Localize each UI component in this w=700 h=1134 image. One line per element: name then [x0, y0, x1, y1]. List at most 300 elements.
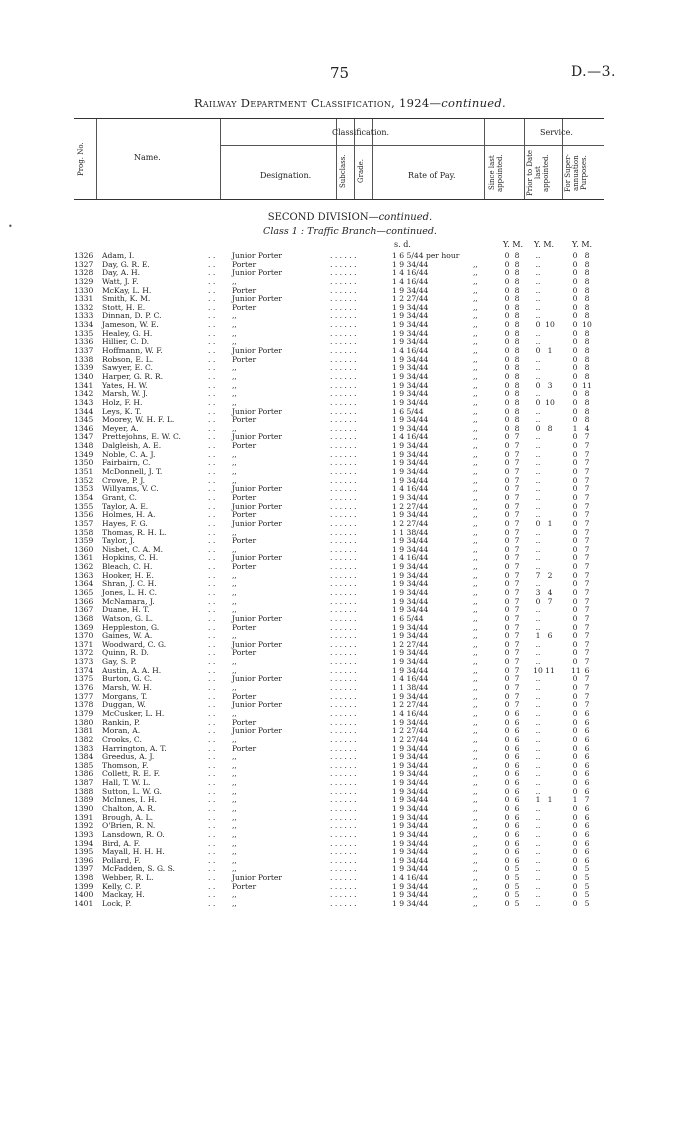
- since-last-months-cell: 8: [514, 354, 520, 364]
- leader-dots: . . . . . .: [330, 804, 357, 813]
- super-years-cell: 0: [572, 354, 578, 364]
- name-cell: Fairbairn, C.: [102, 458, 151, 468]
- since-last-years-cell: 0: [504, 769, 510, 779]
- per-hour-ditto-cell: ,,: [473, 587, 478, 597]
- super-years-cell: 0: [572, 726, 578, 736]
- header-divider: [96, 119, 97, 199]
- super-months-cell: 6: [584, 769, 590, 779]
- designation-cell: ,,: [232, 570, 237, 580]
- leader-dots: . . . . . .: [330, 778, 357, 788]
- since-last-months-cell: 6: [514, 778, 520, 788]
- per-hour-ditto-cell: ,,: [473, 708, 478, 718]
- since-last-months-cell: 7: [514, 562, 520, 572]
- prog-no-cell: 1360: [74, 544, 94, 554]
- leader-dots: . .: [208, 829, 216, 839]
- super-months-cell: 7: [584, 795, 590, 805]
- since-last-months-cell: 7: [514, 631, 520, 641]
- since-last-months-cell: 6: [514, 829, 520, 839]
- per-hour-ditto-cell: ,,: [473, 337, 478, 347]
- super-years-cell: 0: [572, 579, 578, 589]
- designation-cell: Junior Porter: [232, 553, 283, 563]
- prior-months-cell: 1: [547, 795, 553, 805]
- designation-cell: ,,: [232, 449, 237, 459]
- since-last-years-cell: 0: [504, 838, 510, 848]
- per-hour-ditto-cell: ,,: [473, 691, 478, 701]
- rate-of-pay-cell: 1 2 27/44: [392, 501, 429, 511]
- since-last-months-cell: 6: [514, 752, 520, 762]
- rate-of-pay-cell: 1 9 34/44: [392, 475, 429, 485]
- prior-years-cell: ..: [535, 458, 541, 468]
- per-hour-ditto-cell: ,,: [473, 311, 478, 321]
- leader-dots: . . . . . .: [330, 821, 357, 831]
- designation-cell: ,,: [232, 804, 237, 813]
- rate-of-pay-cell: 1 9 34/44: [392, 855, 429, 865]
- name-cell: Hall, T. W. L.: [102, 778, 151, 788]
- super-years-cell: 0: [572, 717, 578, 727]
- since-last-months-cell: 7: [514, 553, 520, 563]
- leader-dots: . . . . . .: [330, 570, 357, 580]
- prior-years-cell: ..: [535, 536, 541, 546]
- designation-cell: Porter: [232, 691, 257, 701]
- name-cell: Hillier, C. D.: [102, 337, 150, 347]
- leader-dots: . .: [208, 415, 216, 425]
- super-years-cell: 0: [572, 510, 578, 520]
- per-hour-ditto-cell: ,,: [473, 268, 478, 278]
- since-last-years-cell: 0: [504, 691, 510, 701]
- prior-years-cell: ..: [535, 268, 541, 278]
- rate-of-pay-cell: 1 9 34/44: [392, 423, 429, 433]
- per-hour-ditto-cell: ,,: [473, 484, 478, 494]
- rate-of-pay-cell: 1 4 16/44: [392, 708, 429, 718]
- prior-years-cell: ..: [535, 622, 541, 632]
- prior-years-cell: ..: [535, 726, 541, 736]
- super-months-cell: 8: [584, 389, 590, 399]
- leader-dots: . .: [208, 380, 216, 390]
- super-months-cell: 7: [584, 449, 590, 459]
- name-cell: Sutton, L. W. G.: [102, 786, 162, 796]
- per-hour-ditto-cell: ,,: [473, 389, 478, 399]
- per-hour-ditto-cell: ,,: [473, 492, 478, 502]
- per-hour-ditto-cell: ,,: [473, 734, 478, 744]
- since-last-months-cell: 5: [514, 890, 520, 900]
- leader-dots: . .: [208, 726, 216, 736]
- prior-years-cell: ..: [535, 441, 541, 451]
- leader-dots: . .: [208, 432, 216, 442]
- since-last-months-cell: 6: [514, 812, 520, 822]
- super-years-cell: 0: [572, 562, 578, 572]
- designation-cell: ,,: [232, 389, 237, 399]
- leader-dots: . .: [208, 579, 216, 589]
- super-years-cell: 0: [572, 829, 578, 839]
- super-months-cell: 7: [584, 458, 590, 468]
- prog-no-cell: 1372: [74, 648, 94, 658]
- rate-of-pay-cell: 1 9 34/44: [392, 795, 429, 805]
- rate-of-pay-cell: 1 9 34/44: [392, 881, 429, 891]
- per-hour-ditto-cell: ,,: [473, 380, 478, 390]
- leader-dots: . .: [208, 441, 216, 451]
- designation-cell: ,,: [232, 371, 237, 381]
- leader-dots: . . . . . .: [330, 544, 357, 554]
- per-hour-ditto-cell: ,,: [473, 795, 478, 805]
- prior-years-cell: ..: [535, 354, 541, 364]
- leader-dots: . . . . . .: [330, 631, 357, 641]
- leader-dots: . .: [208, 328, 216, 338]
- super-months-cell: 7: [584, 683, 590, 693]
- prog-no-cell: 1395: [74, 847, 94, 857]
- super-months-cell: 7: [584, 432, 590, 442]
- designation-cell: Porter: [232, 648, 257, 658]
- super-months-cell: 8: [584, 276, 590, 286]
- super-years-cell: 0: [572, 302, 578, 312]
- leader-dots: . . . . . .: [330, 259, 357, 269]
- since-last-months-cell: 5: [514, 873, 520, 883]
- designation-cell: ,,: [232, 864, 237, 874]
- leader-dots: . . . . . .: [330, 734, 357, 744]
- prog-no-cell: 1363: [74, 570, 94, 580]
- super-years-cell: 0: [572, 397, 578, 407]
- prog-no-cell: 1377: [74, 691, 94, 701]
- prior-years-cell: ..: [535, 553, 541, 563]
- since-last-years-cell: 0: [504, 829, 510, 839]
- super-months-cell: 4: [584, 423, 590, 433]
- super-months-cell: 7: [584, 691, 590, 701]
- name-cell: Dalgleish, A. E.: [102, 441, 162, 451]
- rate-of-pay-cell: 1 9 34/44: [392, 328, 429, 338]
- rate-of-pay-cell: 1 2 27/44: [392, 518, 429, 528]
- super-months-cell: 8: [584, 363, 590, 373]
- header-service: Service.: [540, 128, 573, 137]
- since-last-months-cell: 7: [514, 475, 520, 485]
- prog-no-cell: 1345: [74, 415, 94, 425]
- leader-dots: . .: [208, 302, 216, 312]
- super-years-cell: 0: [572, 371, 578, 381]
- prior-months-cell: 6: [547, 631, 553, 641]
- since-last-months-cell: 5: [514, 881, 520, 891]
- rate-of-pay-cell: 1 9 34/44: [392, 570, 429, 580]
- super-years-cell: 0: [572, 613, 578, 623]
- designation-cell: Porter: [232, 302, 257, 312]
- page-title-continued: continued.: [441, 96, 507, 110]
- prior-years-cell: ..: [535, 881, 541, 891]
- name-cell: Duggan, W.: [102, 700, 146, 710]
- name-cell: Watson, G. L.: [102, 613, 153, 623]
- prior-years-cell: 0: [535, 397, 541, 407]
- per-hour-ditto-cell: ,,: [473, 855, 478, 865]
- super-years-cell: 0: [572, 389, 578, 399]
- per-hour-ditto-cell: ,,: [473, 501, 478, 511]
- designation-cell: Junior Porter: [232, 346, 283, 356]
- since-last-years-cell: 0: [504, 371, 510, 381]
- since-last-months-cell: 7: [514, 622, 520, 632]
- rate-of-pay-cell: 1 9 34/44: [392, 337, 429, 347]
- name-cell: Bird, A. F.: [102, 838, 141, 848]
- leader-dots: . . . . . .: [330, 674, 357, 684]
- designation-cell: Porter: [232, 717, 257, 727]
- per-hour-ditto-cell: ,,: [473, 423, 478, 433]
- designation-cell: Porter: [232, 354, 257, 364]
- super-years-cell: 0: [572, 743, 578, 753]
- rate-of-pay-cell: 1 9 34/44: [392, 821, 429, 831]
- leader-dots: . .: [208, 311, 216, 321]
- header-divider: [220, 119, 221, 199]
- per-hour-ditto-cell: ,,: [473, 570, 478, 580]
- super-years-cell: 0: [572, 838, 578, 848]
- name-cell: Grant, C.: [102, 492, 137, 502]
- rate-of-pay-cell: 1 9 34/44: [392, 838, 429, 848]
- leader-dots: . . . . . .: [330, 423, 357, 433]
- leader-dots: . .: [208, 570, 216, 580]
- super-months-cell: 6: [584, 838, 590, 848]
- per-hour-ditto-cell: ,,: [473, 406, 478, 416]
- leader-dots: . . . . . .: [330, 855, 357, 865]
- prior-months-cell: 1: [547, 518, 553, 528]
- since-last-years-cell: 0: [504, 397, 510, 407]
- since-last-months-cell: 7: [514, 484, 520, 494]
- prog-no-cell: 1400: [74, 890, 94, 900]
- designation-cell: ,,: [232, 769, 237, 779]
- prior-years-cell: ..: [535, 259, 541, 269]
- prior-years-cell: ..: [535, 544, 541, 554]
- rate-of-pay-cell: 1 9 34/44: [392, 492, 429, 502]
- leader-dots: . .: [208, 838, 216, 848]
- name-cell: Smith, K. M.: [102, 294, 151, 304]
- prog-no-cell: 1364: [74, 579, 94, 589]
- leader-dots: . . . . . .: [330, 752, 357, 762]
- prior-years-cell: 0: [535, 518, 541, 528]
- prior-years-cell: ..: [535, 847, 541, 857]
- rate-of-pay-cell: 1 9 34/44: [392, 389, 429, 399]
- super-months-cell: 6: [584, 734, 590, 744]
- prior-years-cell: ..: [535, 311, 541, 321]
- since-last-months-cell: 7: [514, 657, 520, 667]
- since-last-years-cell: 0: [504, 510, 510, 520]
- designation-cell: Junior Porter: [232, 518, 283, 528]
- per-hour-ditto-cell: ,,: [473, 743, 478, 753]
- rate-of-pay-cell: 1 9 34/44: [392, 605, 429, 615]
- since-last-months-cell: 7: [514, 683, 520, 693]
- prog-no-cell: 1370: [74, 631, 94, 641]
- per-hour-ditto-cell: ,,: [473, 700, 478, 710]
- prior-years-cell: 10: [533, 665, 543, 675]
- prior-years-cell: ..: [535, 492, 541, 502]
- prior-years-cell: ..: [535, 786, 541, 796]
- prog-no-cell: 1344: [74, 406, 94, 416]
- since-last-months-cell: 8: [514, 294, 520, 304]
- super-years-cell: 0: [572, 458, 578, 468]
- rate-of-pay-cell: 1 9 34/44: [392, 743, 429, 753]
- name-cell: Chalton, A. R.: [102, 804, 156, 813]
- since-last-years-cell: 0: [504, 536, 510, 546]
- prior-years-cell: ..: [535, 285, 541, 295]
- rate-of-pay-cell: 1 2 27/44: [392, 726, 429, 736]
- prior-years-cell: ..: [535, 778, 541, 788]
- super-years-cell: 0: [572, 708, 578, 718]
- leader-dots: . . . . . .: [330, 268, 357, 278]
- designation-cell: Junior Porter: [232, 613, 283, 623]
- designation-cell: ,,: [232, 276, 237, 286]
- leader-dots: . . . . . .: [330, 847, 357, 857]
- since-last-months-cell: 7: [514, 605, 520, 615]
- leader-dots: . . . . . .: [330, 294, 357, 304]
- per-hour-ditto-cell: ,,: [473, 726, 478, 736]
- per-hour-ditto-cell: ,,: [473, 527, 478, 537]
- leader-dots: . . . . . .: [330, 657, 357, 667]
- leader-dots: . .: [208, 657, 216, 667]
- page-number: 75: [330, 64, 350, 82]
- leader-dots: . . . . . .: [330, 760, 357, 770]
- since-last-years-cell: 0: [504, 570, 510, 580]
- designation-cell: Junior Porter: [232, 484, 283, 494]
- name-cell: Moorey, W. H. F. L.: [102, 415, 175, 425]
- prog-no-cell: 1359: [74, 536, 94, 546]
- prog-no-cell: 1341: [74, 380, 94, 390]
- prog-no-cell: 1394: [74, 838, 94, 848]
- per-hour-ditto-cell: ,,: [473, 613, 478, 623]
- leader-dots: . . . . . .: [330, 397, 357, 407]
- leader-dots: . . . . . .: [330, 726, 357, 736]
- super-years-cell: 0: [572, 415, 578, 425]
- designation-cell: ,,: [232, 812, 237, 822]
- prog-no-cell: 1335: [74, 328, 94, 338]
- super-years-cell: 0: [572, 475, 578, 485]
- rate-of-pay-cell: 1 4 16/44: [392, 873, 429, 883]
- super-years-cell: 0: [572, 890, 578, 900]
- since-last-years-cell: 0: [504, 717, 510, 727]
- prior-years-cell: 0: [535, 380, 541, 390]
- since-last-years-cell: 0: [504, 622, 510, 632]
- since-last-years-cell: 0: [504, 423, 510, 433]
- prog-no-cell: 1380: [74, 717, 94, 727]
- designation-cell: ,,: [232, 467, 237, 477]
- leader-dots: . . . . . .: [330, 527, 357, 537]
- leader-dots: . .: [208, 622, 216, 632]
- since-last-years-cell: 0: [504, 527, 510, 537]
- prog-no-cell: 1393: [74, 829, 94, 839]
- leader-dots: . .: [208, 717, 216, 727]
- prior-years-cell: ..: [535, 302, 541, 312]
- leader-dots: . . . . . .: [330, 475, 357, 485]
- super-years-cell: 0: [572, 674, 578, 684]
- per-hour-ditto-cell: ,,: [473, 518, 478, 528]
- designation-cell: ,,: [232, 320, 237, 330]
- name-cell: McDonnell, J. T.: [102, 467, 163, 477]
- prog-no-cell: 1374: [74, 665, 94, 675]
- per-hour-ditto-cell: ,,: [473, 562, 478, 572]
- super-months-cell: 7: [584, 544, 590, 554]
- super-months-cell: 7: [584, 639, 590, 649]
- name-cell: Thomas, R. H. L.: [102, 527, 167, 537]
- name-cell: Jones, L. H. C.: [102, 587, 157, 597]
- prog-no-cell: 1362: [74, 562, 94, 572]
- leader-dots: . . . . . .: [330, 881, 357, 891]
- name-cell: Lock, P.: [102, 899, 132, 909]
- leader-dots: . .: [208, 587, 216, 597]
- prog-no-cell: 1382: [74, 734, 94, 744]
- rate-of-pay-cell: 1 2 27/44: [392, 294, 429, 304]
- prog-no-cell: 1396: [74, 855, 94, 865]
- leader-dots: . . . . . .: [330, 639, 357, 649]
- super-months-cell: 8: [584, 294, 590, 304]
- since-last-years-cell: 0: [504, 389, 510, 399]
- super-years-cell: 0: [572, 605, 578, 615]
- leader-dots: . . . . . .: [330, 484, 357, 494]
- designation-cell: ,,: [232, 821, 237, 831]
- name-cell: Leys, K. T.: [102, 406, 142, 416]
- leader-dots: . . . . . .: [330, 276, 357, 286]
- designation-cell: Junior Porter: [232, 251, 283, 260]
- since-last-months-cell: 7: [514, 639, 520, 649]
- designation-cell: ,,: [232, 423, 237, 433]
- rate-of-pay-cell: 1 9 34/44: [392, 363, 429, 373]
- margin-mark: •: [8, 222, 13, 231]
- leader-dots: . .: [208, 786, 216, 796]
- rate-of-pay-cell: 1 9 34/44: [392, 786, 429, 796]
- since-last-months-cell: 7: [514, 527, 520, 537]
- super-months-cell: 6: [584, 847, 590, 857]
- leader-dots: . . . . . .: [330, 363, 357, 373]
- super-months-cell: 7: [584, 518, 590, 528]
- since-last-years-cell: 0: [504, 812, 510, 822]
- since-last-months-cell: 7: [514, 613, 520, 623]
- leader-dots: . .: [208, 371, 216, 381]
- leader-dots: . .: [208, 674, 216, 684]
- rate-of-pay-cell: 1 4 16/44: [392, 268, 429, 278]
- rate-of-pay-cell: 1 9 34/44: [392, 510, 429, 520]
- prior-years-cell: ..: [535, 648, 541, 658]
- prog-no-cell: 1343: [74, 397, 94, 407]
- since-last-months-cell: 6: [514, 743, 520, 753]
- designation-cell: ,,: [232, 328, 237, 338]
- designation-cell: ,,: [232, 829, 237, 839]
- super-years-cell: 0: [572, 778, 578, 788]
- since-last-months-cell: 7: [514, 544, 520, 554]
- super-years-cell: 0: [572, 259, 578, 269]
- per-hour-ditto-cell: ,,: [473, 838, 478, 848]
- super-months-cell: 8: [584, 251, 590, 260]
- designation-cell: ,,: [232, 380, 237, 390]
- super-years-cell: 0: [572, 406, 578, 416]
- name-cell: Lansdown, R. O.: [102, 829, 165, 839]
- super-months-cell: 7: [584, 700, 590, 710]
- leader-dots: . . . . . .: [330, 769, 357, 779]
- leader-dots: . . . . . .: [330, 665, 357, 675]
- leader-dots: . . . . . .: [330, 251, 357, 260]
- header-divider: [524, 119, 525, 199]
- designation-cell: ,,: [232, 596, 237, 606]
- since-last-months-cell: 7: [514, 518, 520, 528]
- prior-months-cell: 1: [547, 346, 553, 356]
- super-years-cell: 0: [572, 449, 578, 459]
- prog-no-cell: 1398: [74, 873, 94, 883]
- prog-no-cell: 1342: [74, 389, 94, 399]
- since-last-years-cell: 0: [504, 294, 510, 304]
- name-cell: Adam, I.: [102, 251, 135, 260]
- leader-dots: . . . . . .: [330, 518, 357, 528]
- prior-years-cell: ..: [535, 337, 541, 347]
- name-cell: Willyams, V. C.: [102, 484, 159, 494]
- name-cell: Hooker, H. E.: [102, 570, 154, 580]
- prior-years-cell: 7: [535, 570, 541, 580]
- rate-of-pay-cell: 1 4 16/44: [392, 674, 429, 684]
- designation-cell: ,,: [232, 683, 237, 693]
- leader-dots: . . . . . .: [330, 579, 357, 589]
- designation-cell: ,,: [232, 337, 237, 347]
- prog-no-cell: 1346: [74, 423, 94, 433]
- since-last-years-cell: 0: [504, 363, 510, 373]
- prior-years-cell: ..: [535, 371, 541, 381]
- prior-years-cell: ..: [535, 657, 541, 667]
- per-hour-ditto-cell: ,,: [473, 510, 478, 520]
